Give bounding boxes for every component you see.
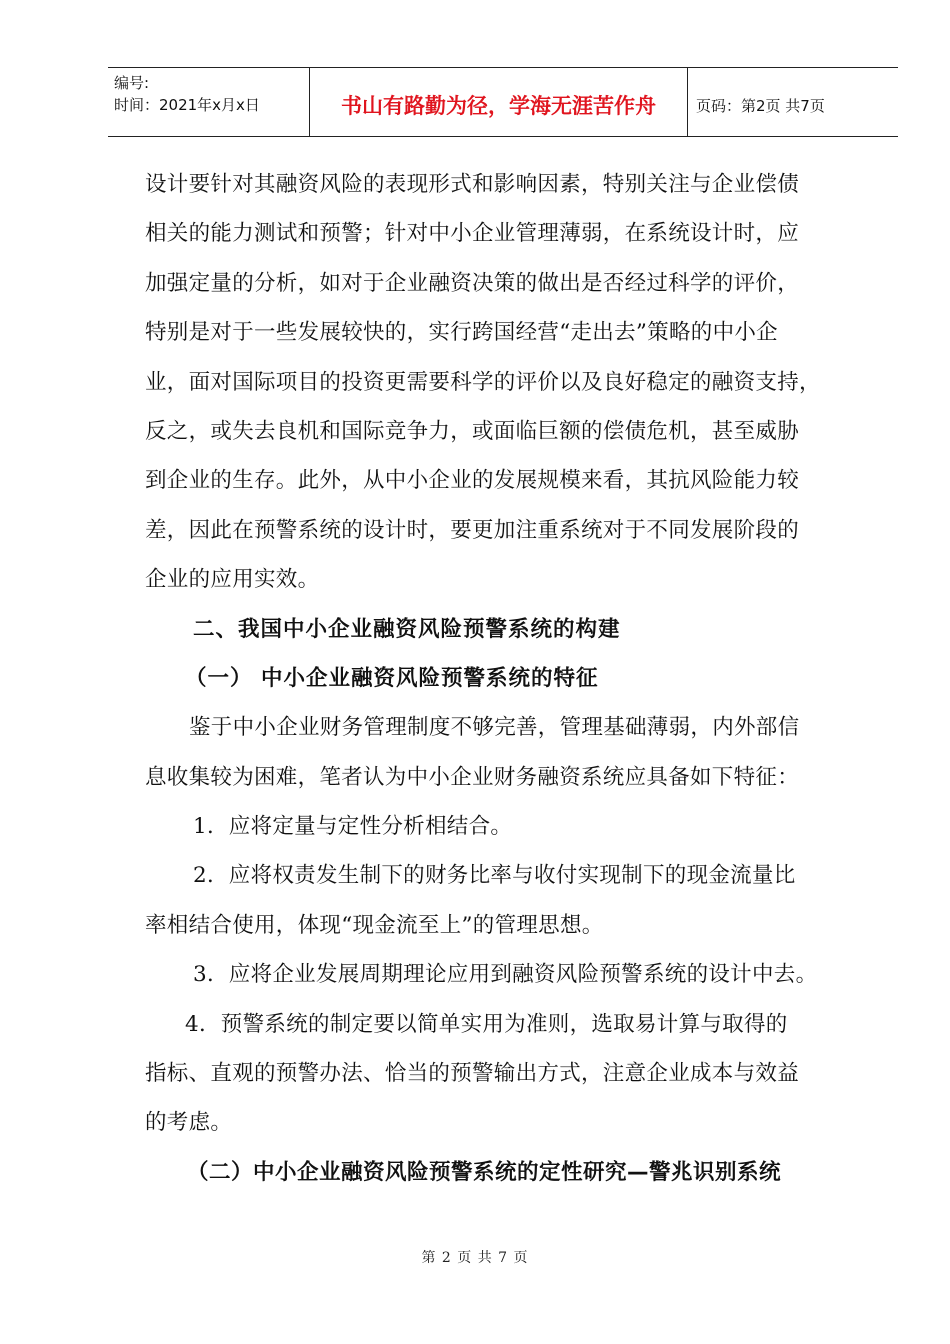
page-header bbox=[108, 67, 898, 137]
list-item-continuation: 的考虑。 bbox=[145, 1110, 233, 1136]
header-motto: 书山有路勤为径，学海无涯苦作舟 bbox=[310, 68, 688, 136]
header-meta bbox=[108, 68, 310, 136]
paragraph-line: 息收集较为困难，笔者认为中小企业财务融资系统应具备如下特征： bbox=[145, 764, 800, 790]
date-label: 时间：2021年x月x日 bbox=[114, 96, 260, 114]
list-item: 4．预警系统的制定要以简单实用为准则，选取易计算与取得的 bbox=[185, 1011, 788, 1037]
subsection-heading: （一） 中小企业融资风险预警系统的特征 bbox=[185, 665, 599, 691]
paragraph-line: 差，因此在预警系统的设计时，要更加注重系统对于不同发展阶段的 bbox=[145, 517, 800, 543]
list-item: 1．应将定量与定性分析相结合。 bbox=[193, 814, 513, 840]
paragraph-line: 特别是对于一些发展较快的，实行跨国经营“走出去”策略的中小企 bbox=[145, 320, 778, 346]
list-item: 3．应将企业发展周期理论应用到融资风险预警系统的设计中去。 bbox=[193, 962, 818, 988]
paragraph-line: 到企业的生存。此外，从中小企业的发展规模来看，其抗风险能力较 bbox=[145, 468, 800, 494]
paragraph-line: 加强定量的分析，如对于企业融资决策的做出是否经过科学的评价， bbox=[145, 270, 800, 296]
section-heading: 二、我国中小企业融资风险预警系统的构建 bbox=[193, 616, 621, 642]
document-body bbox=[145, 160, 865, 1197]
list-item: 2．应将权责发生制下的财务比率与收付实现制下的现金流量比 bbox=[193, 863, 796, 889]
paragraph-line: 鉴于中小企业财务管理制度不够完善，管理基础薄弱，内外部信 bbox=[189, 715, 800, 741]
header-page-info: 页码：第2页 共7页 bbox=[696, 96, 825, 115]
paragraph-line: 反之，或失去良机和国际竞争力，或面临巨额的偿债危机，甚至威胁 bbox=[145, 418, 800, 444]
paragraph-line: 设计要针对其融资风险的表现形式和影响因素，特别关注与企业偿债 bbox=[145, 172, 800, 197]
number-label: 编号: bbox=[114, 74, 150, 92]
paragraph-line: 业，面对国际项目的投资更需要科学的评价以及良好稳定的融资支持， bbox=[145, 369, 821, 395]
paragraph-line: 企业的应用实效。 bbox=[145, 567, 320, 593]
list-item-continuation: 率相结合使用，体现“现金流至上”的管理思想。 bbox=[145, 912, 604, 938]
list-item-continuation: 指标、直观的预警办法、恰当的预警输出方式，注意企业成本与效益 bbox=[145, 1061, 800, 1087]
page-footer: 第 2 页 共 7 页 bbox=[421, 1250, 529, 1266]
subsection-heading: （二）中小企业融资风险预警系统的定性研究—警兆识别系统 bbox=[187, 1159, 782, 1185]
paragraph-line: 相关的能力测试和预警；针对中小企业管理薄弱，在系统设计时，应 bbox=[145, 221, 800, 247]
